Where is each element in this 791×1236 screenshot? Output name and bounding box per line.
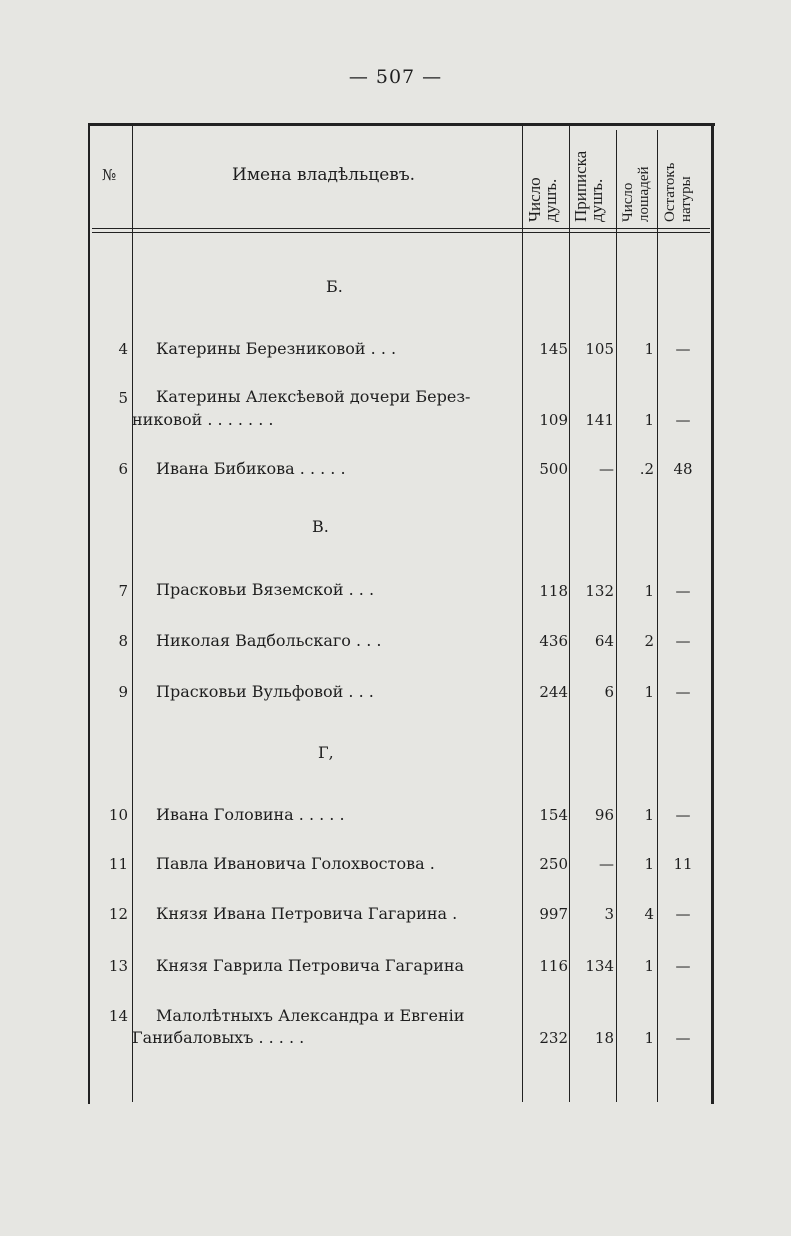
section-letter: Г, (318, 743, 334, 762)
pripiska-count: 3 (604, 905, 614, 923)
pripiska-count: 105 (585, 340, 614, 358)
rest-value: — (675, 340, 691, 358)
owner-name: Прасковьи Вульфовой . . . (156, 682, 374, 701)
rest-value: — (675, 632, 691, 650)
souls-count: 500 (539, 460, 568, 478)
owner-name: Малолѣтныхъ Александра и Евгеніи (156, 1006, 465, 1025)
souls-count: 145 (539, 340, 568, 358)
section-letter: Б. (326, 277, 343, 296)
owner-name-continued: Ганибаловыхъ . . . . . (132, 1028, 305, 1047)
pripiska-count: 132 (585, 582, 614, 600)
header-horses: Число лошадей (620, 166, 652, 222)
row-number: 11 (108, 855, 128, 873)
horses-count: 1 (644, 582, 654, 600)
souls-count: 436 (539, 632, 568, 650)
rest-value: — (675, 683, 691, 701)
row-number: 14 (108, 1007, 128, 1025)
owner-name: Катерины Березниковой . . . (156, 339, 397, 358)
header-names: Имена владѣльцевъ. (232, 165, 416, 185)
rest-value: — (675, 806, 691, 824)
rest-value: — (675, 1029, 691, 1047)
owner-name: Князя Гаврила Петровича Гагарина (156, 956, 465, 975)
rest-value: — (675, 411, 691, 429)
header-bottom-rule (92, 228, 710, 229)
pripiska-count: — (599, 460, 614, 478)
rest-value: — (675, 957, 691, 975)
owner-name: Катерины Алексѣевой дочери Берез- (156, 387, 471, 406)
row-number: 13 (108, 957, 128, 975)
souls-count: 118 (539, 582, 568, 600)
horses-count: 1 (644, 340, 654, 358)
souls-count: 154 (539, 806, 568, 824)
header-rest: Остатокъ натуры (662, 162, 694, 222)
owner-name: Ивана Головина . . . . . (156, 805, 345, 824)
section-letter: В. (312, 517, 329, 536)
horses-count: 1 (644, 957, 654, 975)
page-number: — 507 — (348, 66, 443, 88)
pripiska-count: 6 (604, 683, 614, 701)
souls-count: 109 (539, 411, 568, 429)
pripiska-count: 18 (594, 1029, 614, 1047)
header-bottom-rule-2 (92, 232, 710, 233)
rest-value: — (675, 905, 691, 923)
col-divider-souls (522, 126, 523, 1102)
horses-count: 4 (644, 905, 654, 923)
souls-count: 250 (539, 855, 568, 873)
row-number: 12 (108, 905, 128, 923)
table-right-border (711, 124, 714, 1104)
col-divider-pripiska (569, 126, 570, 1102)
row-number: 10 (108, 806, 128, 824)
header-num: № (102, 166, 117, 184)
pripiska-count: — (599, 855, 614, 873)
table-top-rule (88, 123, 715, 126)
row-number: 6 (118, 460, 128, 478)
pripiska-count: 64 (594, 632, 614, 650)
owner-name: Князя Ивана Петровича Гагарина . (156, 904, 458, 923)
pripiska-count: 134 (585, 957, 614, 975)
rest-value: 48 (673, 460, 693, 478)
rest-value: 11 (673, 855, 693, 873)
col-divider-horses (616, 130, 617, 1102)
horses-count: .2 (639, 460, 654, 478)
row-number: 9 (118, 683, 128, 701)
souls-count: 116 (539, 957, 568, 975)
horses-count: 1 (644, 683, 654, 701)
horses-count: 1 (644, 411, 654, 429)
pripiska-count: 141 (585, 411, 614, 429)
header-pripiska: Приписка душъ. (571, 150, 606, 222)
souls-count: 997 (539, 905, 568, 923)
owner-name: Николая Вадбольскаго . . . (156, 631, 382, 650)
row-number: 7 (118, 582, 128, 600)
header-souls: Число душъ. (525, 177, 560, 222)
row-number: 8 (118, 632, 128, 650)
col-divider-num (132, 126, 133, 1102)
owner-name: Ивана Бибикова . . . . . (156, 459, 346, 478)
horses-count: 2 (644, 632, 654, 650)
souls-count: 232 (539, 1029, 568, 1047)
owner-name: Прасковьи Вяземской . . . (156, 580, 375, 599)
horses-count: 1 (644, 806, 654, 824)
row-number: 5 (118, 389, 128, 407)
table-left-border (88, 124, 90, 1104)
pripiska-count: 96 (594, 806, 614, 824)
owner-name: Павла Ивановича Голохвостова . (156, 854, 435, 873)
horses-count: 1 (644, 855, 654, 873)
souls-count: 244 (539, 683, 568, 701)
row-number: 4 (118, 340, 128, 358)
rest-value: — (675, 582, 691, 600)
col-divider-rest (657, 130, 658, 1102)
owner-name-continued: никовой . . . . . . . (132, 410, 274, 429)
horses-count: 1 (644, 1029, 654, 1047)
